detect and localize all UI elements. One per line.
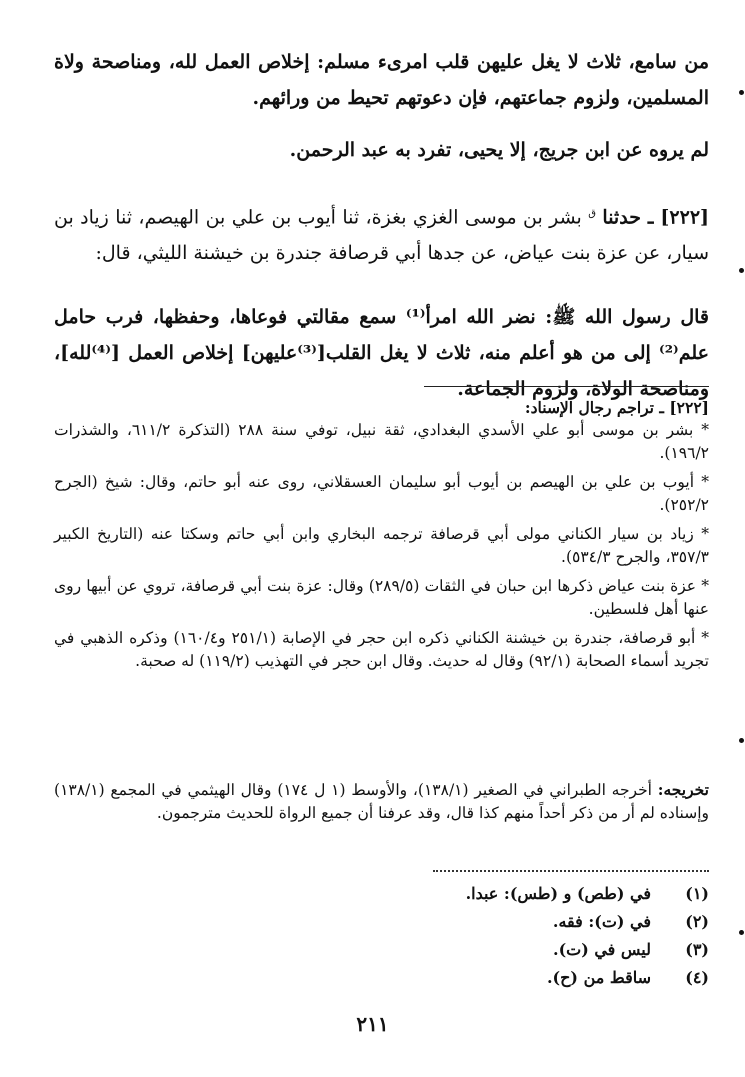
matn-text: قال رسول الله ﷺ: نضر الله امرأ⁽¹⁾ سمع مقالتي فوعاها، وحفظها، فرب حامل علم⁽²⁾ إلى من هو أعلم منه، ثلاث لا يغل القلب[⁽³⁾عليهن] إخلاص العمل [⁽⁴⁾لله]، ومناصحة الولاة، ولزوم الجماعة.: [54, 306, 709, 400]
footnote: [54, 964, 709, 992]
section-divider: [424, 386, 709, 387]
rijal-entry: * أيوب بن علي بن الهيصم بن أيوب أبو سليمان العسقلاني، روى عنه أبو حاتم، وقال: شيخ (الجرح ٢٥٢/٢).: [54, 473, 709, 514]
margin-dot: [739, 268, 744, 273]
page-number: ٢١١: [356, 1012, 389, 1036]
footnote-text: ساقط من (ح).: [546, 968, 651, 987]
rijal-entry: * أبو قرصافة، جندرة بن خيشنة الكناني ذكره ابن حجر في الإصابة (٢٥١/١ و١٦٠/٤) وذكره الذهبي في تجريد أسماء الصحابة (٩٢/١) وقال له حديث. وقال ابن حجر في التهذيب (١١٩/٢) له صحبة.: [54, 629, 709, 670]
takhrij-section: [54, 778, 709, 825]
footnote: [54, 880, 709, 908]
hadith-number: [٢٢٢] ـ حدثنا: [602, 206, 710, 229]
continuation-paragraph: [54, 44, 709, 116]
footnote-text: في (ت): فقه.: [552, 912, 651, 931]
rijal-section: [54, 396, 709, 673]
narration-note: [54, 132, 709, 168]
footnote-number: (٣): [685, 940, 709, 959]
hadith-matn: [54, 299, 709, 407]
margin-dot: [739, 930, 744, 935]
footnotes: [54, 880, 709, 992]
takhrij-label: تخريجه:: [657, 780, 709, 799]
margin-dot: [739, 90, 744, 95]
isnad-text: بشر بن موسى الغزي بغزة، ثنا أيوب بن علي بن الهيصم، ثنا زياد بن سيار، عن عزة بنت عياض، عن جدها أبي قرصافة جندرة بن خيشنة الليثي، قال:: [54, 206, 709, 265]
takhrij-text: أخرجه الطبراني في الصغير (١٣٨/١)، والأوسط (١ ل ١٧٤) وقال الهيثمي في المجمع (١٣٨/١) وإسناده لم أر من ذكر أحداً منهم كذا قال، وقد عرفنا أن جميع الرواة للحديث مترجمون.: [54, 781, 709, 822]
footnote-number: (٢): [685, 912, 709, 931]
hadith-continuation-text: من سامع، ثلاث لا يغل عليهن قلب امرىء مسلم: إخلاص العمل لله، ومناصحة ولاة المسلمين، ولزوم جماعتهم، فإن دعوتهم تحيط من ورائهم.: [54, 51, 709, 109]
footnote: [54, 936, 709, 964]
rijal-entry: * زياد بن سيار الكناني مولى أبي قرصافة ترجمه البخاري وابن أبي حاتم وسكتا عنه (التاريخ الكبير ٣٥٧/٣، والجرح ٥٣٤/٣).: [54, 525, 709, 566]
footnote: [54, 908, 709, 936]
footnote-number: (٤): [685, 968, 709, 987]
footnote-divider: [433, 870, 709, 872]
footnote-number: (١): [685, 884, 709, 903]
footnote-text: في (طص) و (طس): عبدا.: [465, 884, 651, 903]
rijal-heading: [٢٢٢] ـ تراجم رجال الإسناد:: [524, 398, 709, 417]
margin-dot: [739, 738, 744, 743]
q-mark: ق: [588, 208, 597, 219]
narration-note-text: لم يروه عن ابن جريج، إلا يحيى، تفرد به عبد الرحمن.: [289, 139, 709, 161]
footnote-text: ليس في (ت).: [553, 940, 651, 959]
rijal-entry: * عزة بنت عياض ذكرها ابن حبان في الثقات (٢٨٩/٥) وقال: عزة بنت أبي قرصافة، تروي عن أبيها روى عنها أهل فلسطين.: [54, 577, 709, 618]
hadith-isnad: [54, 196, 709, 271]
rijal-entry: * بشر بن موسى أبو علي الأسدي البغدادي، ثقة نبيل، توفي سنة ٢٨٨ (التذكرة ٦١١/٢، والشذرات ١٩٦/٢).: [54, 421, 710, 462]
